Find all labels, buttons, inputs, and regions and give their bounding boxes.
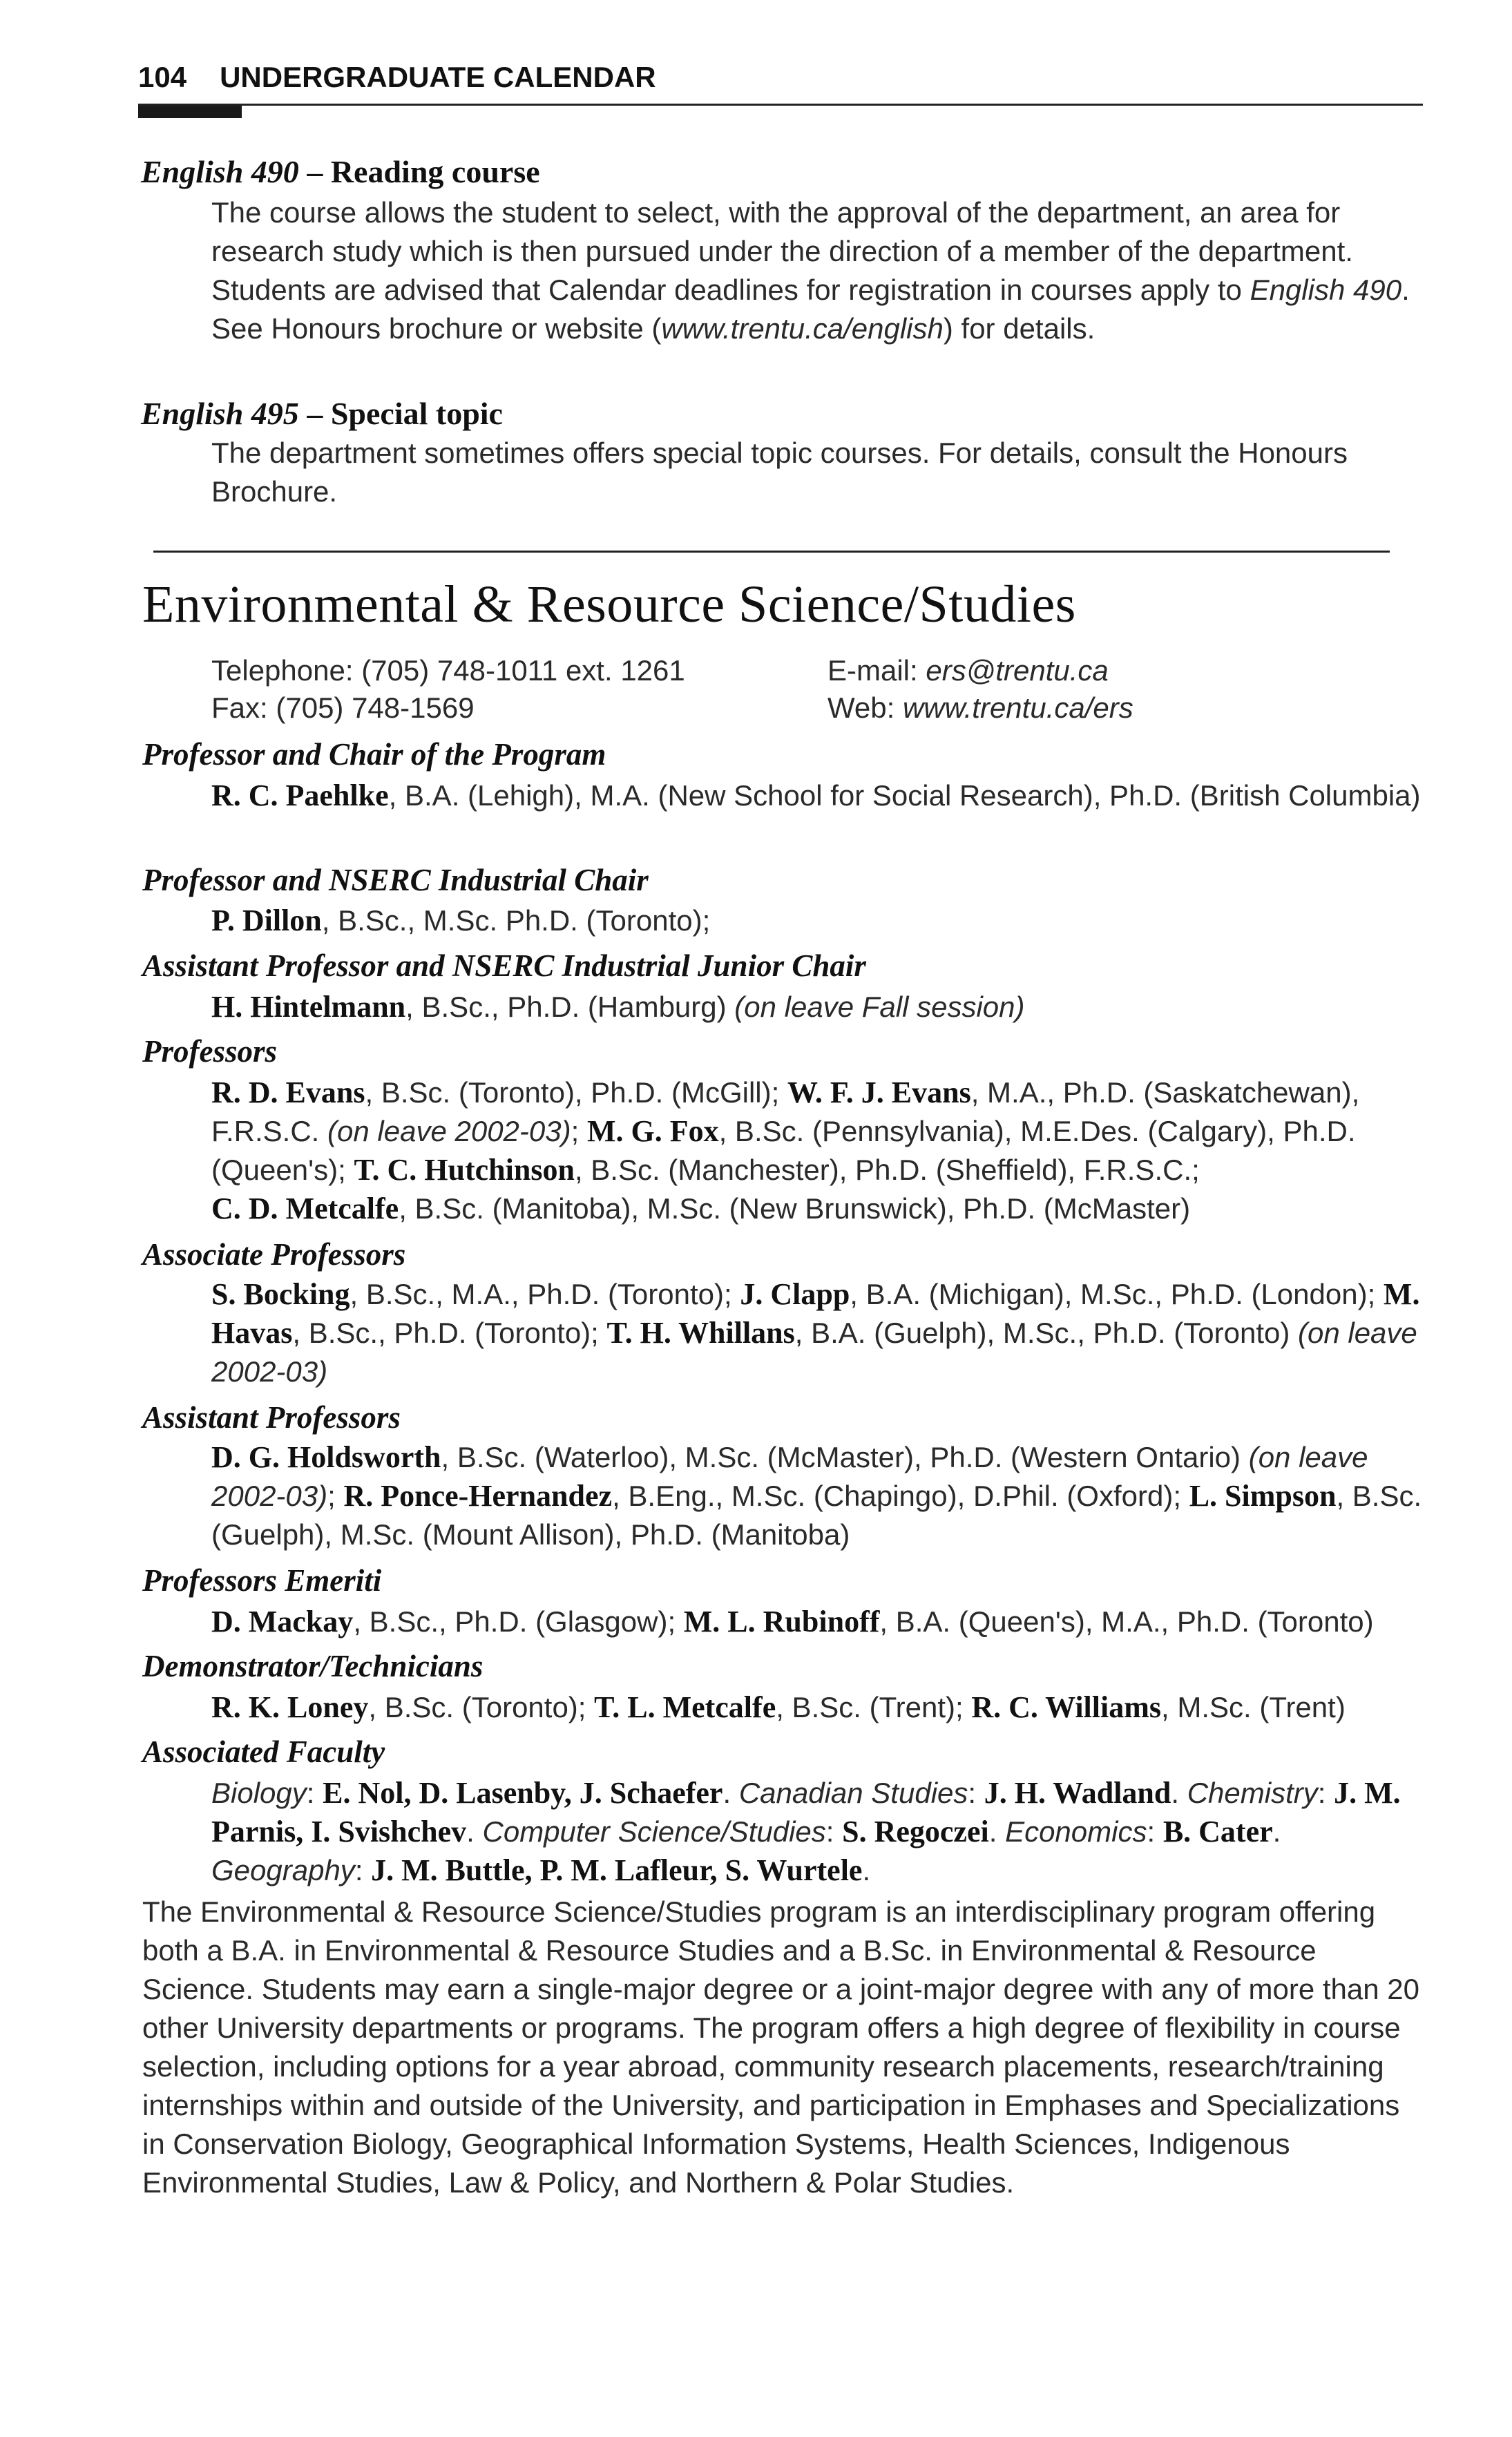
person-name: M. L. Rubinoff xyxy=(683,1605,880,1638)
course-desc-text: The course allows the student to select, with the approval of the department, an area for research study which is then pursued under the direction of a member of the department. Students are advised that Calendar deadlines for registration in courses apply to xyxy=(211,196,1353,306)
person-name: C. D. Metcalfe xyxy=(211,1192,399,1225)
people-chair xyxy=(211,776,1427,815)
person-name: B. Cater xyxy=(1162,1815,1273,1848)
people-nserc-chair xyxy=(211,901,1427,940)
leave-note: (on leave 2002-03) xyxy=(211,1317,1417,1388)
header-rule-block xyxy=(138,106,242,118)
people-nserc-junior-chair xyxy=(211,988,1427,1026)
people-professors xyxy=(211,1073,1427,1228)
person-name: J. M. Parnis, I. Svishchev xyxy=(211,1776,1401,1848)
role-title-nserc-junior-chair: Assistant Professor and NSERC Industrial Junior Chair xyxy=(142,948,866,983)
role-title-chair: Professor and Chair of the Program xyxy=(142,737,606,772)
person-credentials: , B.Sc., Ph.D. (Hamburg) xyxy=(405,991,735,1023)
role-title-associated-faculty: Associated Faculty xyxy=(142,1734,385,1769)
course-dash: – xyxy=(298,154,331,189)
course-code: English 495 xyxy=(141,396,299,431)
web-link[interactable]: www.trentu.ca/ers xyxy=(902,691,1133,724)
course-description-english-490 xyxy=(211,193,1427,348)
person-name: S. Regoczei xyxy=(842,1815,989,1848)
field-name: Economics xyxy=(1005,1815,1147,1848)
contact-telephone xyxy=(211,652,685,689)
role-title-associate-professors: Associate Professors xyxy=(142,1237,406,1272)
person-credentials: , B.Sc. (Waterloo), M.Sc. (McMaster), Ph.D. (Western Ontario) xyxy=(441,1441,1249,1473)
separator: ; xyxy=(571,1115,587,1147)
person-credentials: , B.Sc. (Trent); xyxy=(776,1691,972,1723)
course-desc-text: ) for details. xyxy=(943,312,1095,345)
person-name: W. F. J. Evans xyxy=(787,1076,971,1109)
person-name: J. Clapp xyxy=(740,1277,850,1311)
field-name: Computer Science/Studies xyxy=(482,1815,826,1848)
course-name: Special topic xyxy=(330,396,503,431)
page-number: 104 xyxy=(138,61,187,93)
person-credentials: , B.Sc., Ph.D. (Toronto); xyxy=(292,1317,607,1349)
person-name: M. Havas xyxy=(211,1277,1420,1350)
running-title: UNDERGRADUATE CALENDAR xyxy=(220,61,656,93)
header-rule xyxy=(138,104,1423,106)
person-name: D. G. Holdsworth xyxy=(211,1440,441,1474)
contact-web xyxy=(827,689,1133,727)
leave-note: (on leave 2002-03) xyxy=(211,1441,1368,1512)
person-credentials: , B.Sc. (Manitoba), M.Sc. (New Brunswick), Ph.D. (McMaster) xyxy=(399,1192,1191,1225)
person-name: M. G. Fox xyxy=(586,1114,719,1148)
role-title-nserc-chair: Professor and NSERC Industrial Chair xyxy=(142,863,649,897)
email-link[interactable]: ers@trentu.ca xyxy=(926,654,1109,687)
course-desc-text: . See Honours brochure or website ( xyxy=(211,274,1410,345)
person-name: P. Dillon xyxy=(211,904,322,937)
person-credentials: , B.Sc. (Pennsylvania), M.E.Des. (Calgary), Ph.D. (Queen's); xyxy=(211,1115,1356,1186)
people-professors-emeriti xyxy=(211,1603,1427,1641)
person-name: D. Mackay xyxy=(211,1605,354,1638)
course-code: English 490 xyxy=(141,154,299,189)
course-title-english-495 xyxy=(141,395,503,432)
course-name: Reading course xyxy=(330,154,540,189)
person-credentials: , B.A. (Michigan), M.Sc., Ph.D. (London); xyxy=(850,1278,1384,1310)
person-credentials: , B.Sc., M.Sc. Ph.D. (Toronto); xyxy=(321,904,711,937)
role-title-professors: Professors xyxy=(142,1034,278,1069)
person-name: T. H. Whillans xyxy=(606,1316,795,1350)
person-name: R. K. Loney xyxy=(211,1690,369,1724)
person-credentials: , B.A. (Queen's), M.A., Ph.D. (Toronto) xyxy=(879,1605,1374,1638)
people-assistant-professors xyxy=(211,1438,1427,1554)
person-credentials: , B.Sc., Ph.D. (Glasgow); xyxy=(353,1605,684,1638)
leave-note: (on leave Fall session) xyxy=(734,991,1025,1023)
person-name: R. Ponce-Hernandez xyxy=(343,1479,613,1513)
separator: ; xyxy=(327,1480,344,1512)
person-name: R. D. Evans xyxy=(211,1076,365,1109)
course-dash: – xyxy=(298,396,331,431)
role-title-assistant-professors: Assistant Professors xyxy=(142,1400,401,1435)
person-credentials: , B.A. (Lehigh), M.A. (New School for Social Research), Ph.D. (British Columbia) xyxy=(388,779,1421,812)
person-credentials: , M.Sc. (Trent) xyxy=(1161,1691,1346,1723)
running-header xyxy=(138,61,1430,94)
people-demonstrators xyxy=(211,1688,1427,1727)
contact-fax xyxy=(211,689,475,727)
people-associated-faculty: Biology: E. Nol, D. Lasenby, J. Schaefer. Canadian Studies: J. H. Wadland. Chemistry: J. M. Parnis, I. Svishchev. Computer Science/Studies: S. Regoczei. Economics: B. Cater. Geography: J. M. Buttle, P. M. Lafleur, S. Wurtele. xyxy=(211,1776,1401,1887)
person-name: J. M. Buttle, P. M. Lafleur, S. Wurtele xyxy=(371,1853,863,1887)
person-name: R. C. Williams xyxy=(971,1690,1162,1724)
leave-note: (on leave 2002-03) xyxy=(327,1115,571,1147)
person-credentials: , B.Sc. (Guelph), M.Sc. (Mount Allison), Ph.D. (Manitoba) xyxy=(211,1480,1422,1551)
person-credentials: , M.A., Ph.D. (Saskatchewan), F.R.S.C. xyxy=(211,1076,1360,1147)
course-title-english-490 xyxy=(141,153,540,190)
person-credentials: , B.Eng., M.Sc. (Chapingo), D.Phil. (Oxford); xyxy=(612,1480,1189,1512)
person-credentials: , B.Sc., M.A., Ph.D. (Toronto); xyxy=(350,1278,740,1310)
person-credentials: , B.Sc. (Toronto), Ph.D. (McGill); xyxy=(365,1076,787,1109)
role-title-demonstrators: Demonstrator/Technicians xyxy=(142,1649,484,1683)
person-name: L. Simpson xyxy=(1189,1479,1337,1513)
people-associate-professors xyxy=(211,1275,1427,1391)
contact-email xyxy=(827,652,1109,689)
field-name: Biology xyxy=(211,1777,307,1809)
field-name: Chemistry xyxy=(1187,1777,1318,1809)
email-label: E-mail: xyxy=(827,654,926,687)
person-name: J. H. Wadland xyxy=(984,1776,1171,1810)
fax-value: (705) 748-1569 xyxy=(276,691,475,724)
web-label: Web: xyxy=(827,691,903,724)
fax-label: Fax: xyxy=(211,691,276,724)
person-name: H. Hintelmann xyxy=(211,990,406,1024)
program-description: The Environmental & Resource Science/Studies program is an interdisciplinary program offering both a B.A. in Environmental & Resource Studies and a B.Sc. in Environmental & Resource Science. Students may earn a single-major degree or a joint-major degree with any of more than 20 other University departments or programs. The program offers a high degree of flexibility in course selection, including options for a year abroad, community research placements, research/training internships within and outside of the University, and participation in Emphases and Specializations in Conservation Biology, Geographical Information Systems, Health Sciences, Indigenous Environmental Studies, Law & Policy, and Northern & Polar Studies. xyxy=(142,1895,1419,2199)
telephone-label: Telephone: xyxy=(211,654,362,687)
course-desc-italic: English 490 xyxy=(1250,274,1402,306)
course-website-link[interactable]: www.trentu.ca/english xyxy=(661,312,944,345)
section-divider xyxy=(153,551,1390,553)
person-name: R. C. Paehlke xyxy=(211,778,389,812)
telephone-value: (705) 748-1011 ext. 1261 xyxy=(361,654,685,687)
person-credentials: , B.Sc. (Manchester), Ph.D. (Sheffield), F.R.S.C.; xyxy=(574,1154,1200,1186)
section-title: Environmental & Resource Science/Studies xyxy=(142,575,1076,633)
field-name: Canadian Studies xyxy=(738,1777,968,1809)
person-credentials: , B.Sc. (Toronto); xyxy=(368,1691,595,1723)
field-name: Geography xyxy=(211,1854,355,1886)
course-description-english-495: The department sometimes offers special topic courses. For details, consult the Honours Brochure. xyxy=(211,437,1348,508)
person-name: S. Bocking xyxy=(211,1277,350,1311)
person-name: T. C. Hutchinson xyxy=(354,1153,575,1187)
role-title-professors-emeriti: Professors Emeriti xyxy=(142,1563,382,1598)
person-credentials: , B.A. (Guelph), M.Sc., Ph.D. (Toronto) xyxy=(794,1317,1298,1349)
person-name: T. L. Metcalfe xyxy=(594,1690,776,1724)
person-name: E. Nol, D. Lasenby, J. Schaefer xyxy=(323,1776,723,1810)
